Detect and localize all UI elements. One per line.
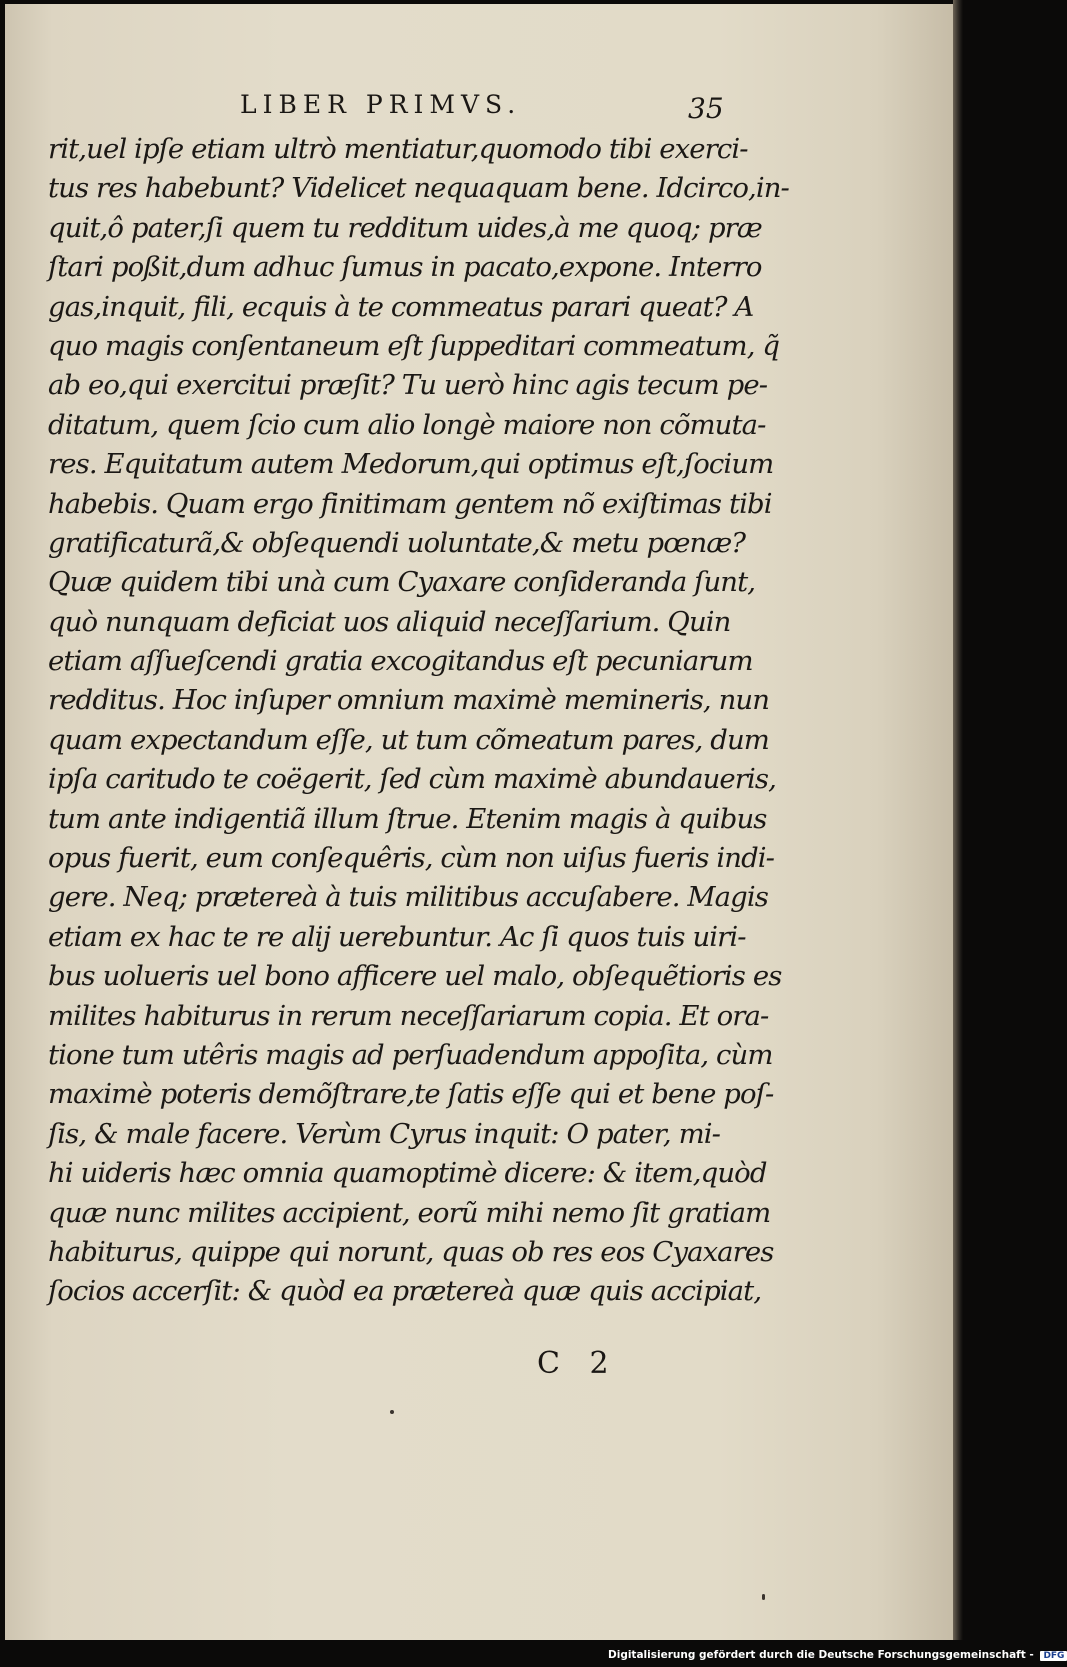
text-line: ſocios accerſit: & quòd ea prætereà quæ quis accipiat, bbox=[48, 1275, 762, 1308]
text-line: gratificaturã,& obſequendi uoluntate,& metu pœnæ? bbox=[48, 526, 746, 559]
text-line: quo magis conſentaneum eſt ſuppeditari commeatum, q̃ bbox=[48, 329, 780, 362]
text-line: res. Equitatum autem Medorum,qui optimus eſt,ſocium bbox=[48, 448, 774, 481]
text-line: tus res habebunt? Videlicet nequaquam bene. Idcirco,in- bbox=[48, 172, 789, 205]
text-line: redditus. Hoc inſuper omnium maximè memineris, nun bbox=[48, 684, 770, 717]
text-line: habiturus, quippe qui norunt, quas ob res eos Cyaxares bbox=[48, 1235, 774, 1268]
text-line: hi uideris hæc omnia quamoptimè dicere: & item,quòd bbox=[48, 1157, 767, 1190]
text-line: quit,ô pater,ſi quem tu redditum uides,à me quoq; præ bbox=[48, 211, 762, 244]
ink-speck bbox=[762, 1594, 765, 1600]
text-line: ſtari poßit,dum adhuc ſumus in pacato,expone. Interro bbox=[48, 251, 762, 284]
text-line: gas,inquit, fili, ecquis à te commeatus parari queat? A bbox=[48, 290, 754, 323]
text-line: etiam aſſueſcendi gratia excogitandus eſt pecuniarum bbox=[48, 645, 753, 678]
running-title: LIBER PRIMVS. bbox=[240, 90, 522, 119]
text-line: ditatum, quem ſcio cum alio longè maiore non cõmuta- bbox=[48, 408, 766, 441]
page-number: 35 bbox=[688, 92, 724, 125]
text-line: quò nunquam deficiat uos aliquid neceſſarium. Quin bbox=[48, 605, 731, 638]
text-line: ſis, & male facere. Verùm Cyrus inquit: O pater, mi- bbox=[48, 1117, 721, 1150]
text-line: ab eo,qui exercitui præſit? Tu uerò hinc agis tecum pe- bbox=[48, 369, 768, 402]
text-line: rit,uel ipſe etiam ultrò mentiatur,quomodo tibi exerci- bbox=[48, 133, 748, 165]
text-line: tum ante indigentiã illum ſtrue. Etenim magis à quibus bbox=[48, 802, 767, 835]
text-line: bus uolueris uel bono afficere uel malo, obſequẽtioris es bbox=[48, 960, 782, 993]
text-line: etiam ex hac te re alij uerebuntur. Ac ſi quos tuis uiri- bbox=[48, 920, 746, 953]
text-line: quam expectandum eſſe, ut tum cõmeatum pares, dum bbox=[48, 723, 769, 756]
text-line: quæ nunc milites accipient, eorũ mihi nemo ſit gratiam bbox=[48, 1196, 771, 1229]
text-line: ipſa caritudo te coëgerit, ſed cùm maximè abundaueris, bbox=[48, 763, 776, 796]
text-line: tione tum utêris magis ad perſuadendum appoſita, cùm bbox=[48, 1038, 773, 1071]
credit-text: Digitalisierung gefördert durch die Deutsche Forschungsgemeinschaft - bbox=[608, 1649, 1034, 1661]
digitization-credit bbox=[608, 1649, 1067, 1661]
body-text bbox=[48, 130, 789, 1312]
text-line: opus fuerit, eum conſequêris, cùm non uiſus fueris indi- bbox=[48, 842, 775, 875]
dfg-logo: DFG bbox=[1040, 1651, 1067, 1661]
text-line: maximè poteris demõſtrare,te ſatis eſſe qui et bene poſ- bbox=[48, 1078, 774, 1111]
signature-mark: C 2 bbox=[537, 1346, 619, 1381]
page-edge-shadow bbox=[953, 0, 963, 1640]
ink-speck bbox=[390, 1410, 394, 1414]
text-line: milites habiturus in rerum neceſſariarum copia. Et ora- bbox=[48, 999, 769, 1032]
text-line: gere. Neq; prætereà à tuis militibus accuſabere. Magis bbox=[48, 881, 768, 914]
text-line: Quæ quidem tibi unà cum Cyaxare conſideranda ſunt, bbox=[48, 566, 756, 599]
text-line: habebis. Quam ergo finitimam gentem nõ exiſtimas tibi bbox=[48, 487, 772, 520]
